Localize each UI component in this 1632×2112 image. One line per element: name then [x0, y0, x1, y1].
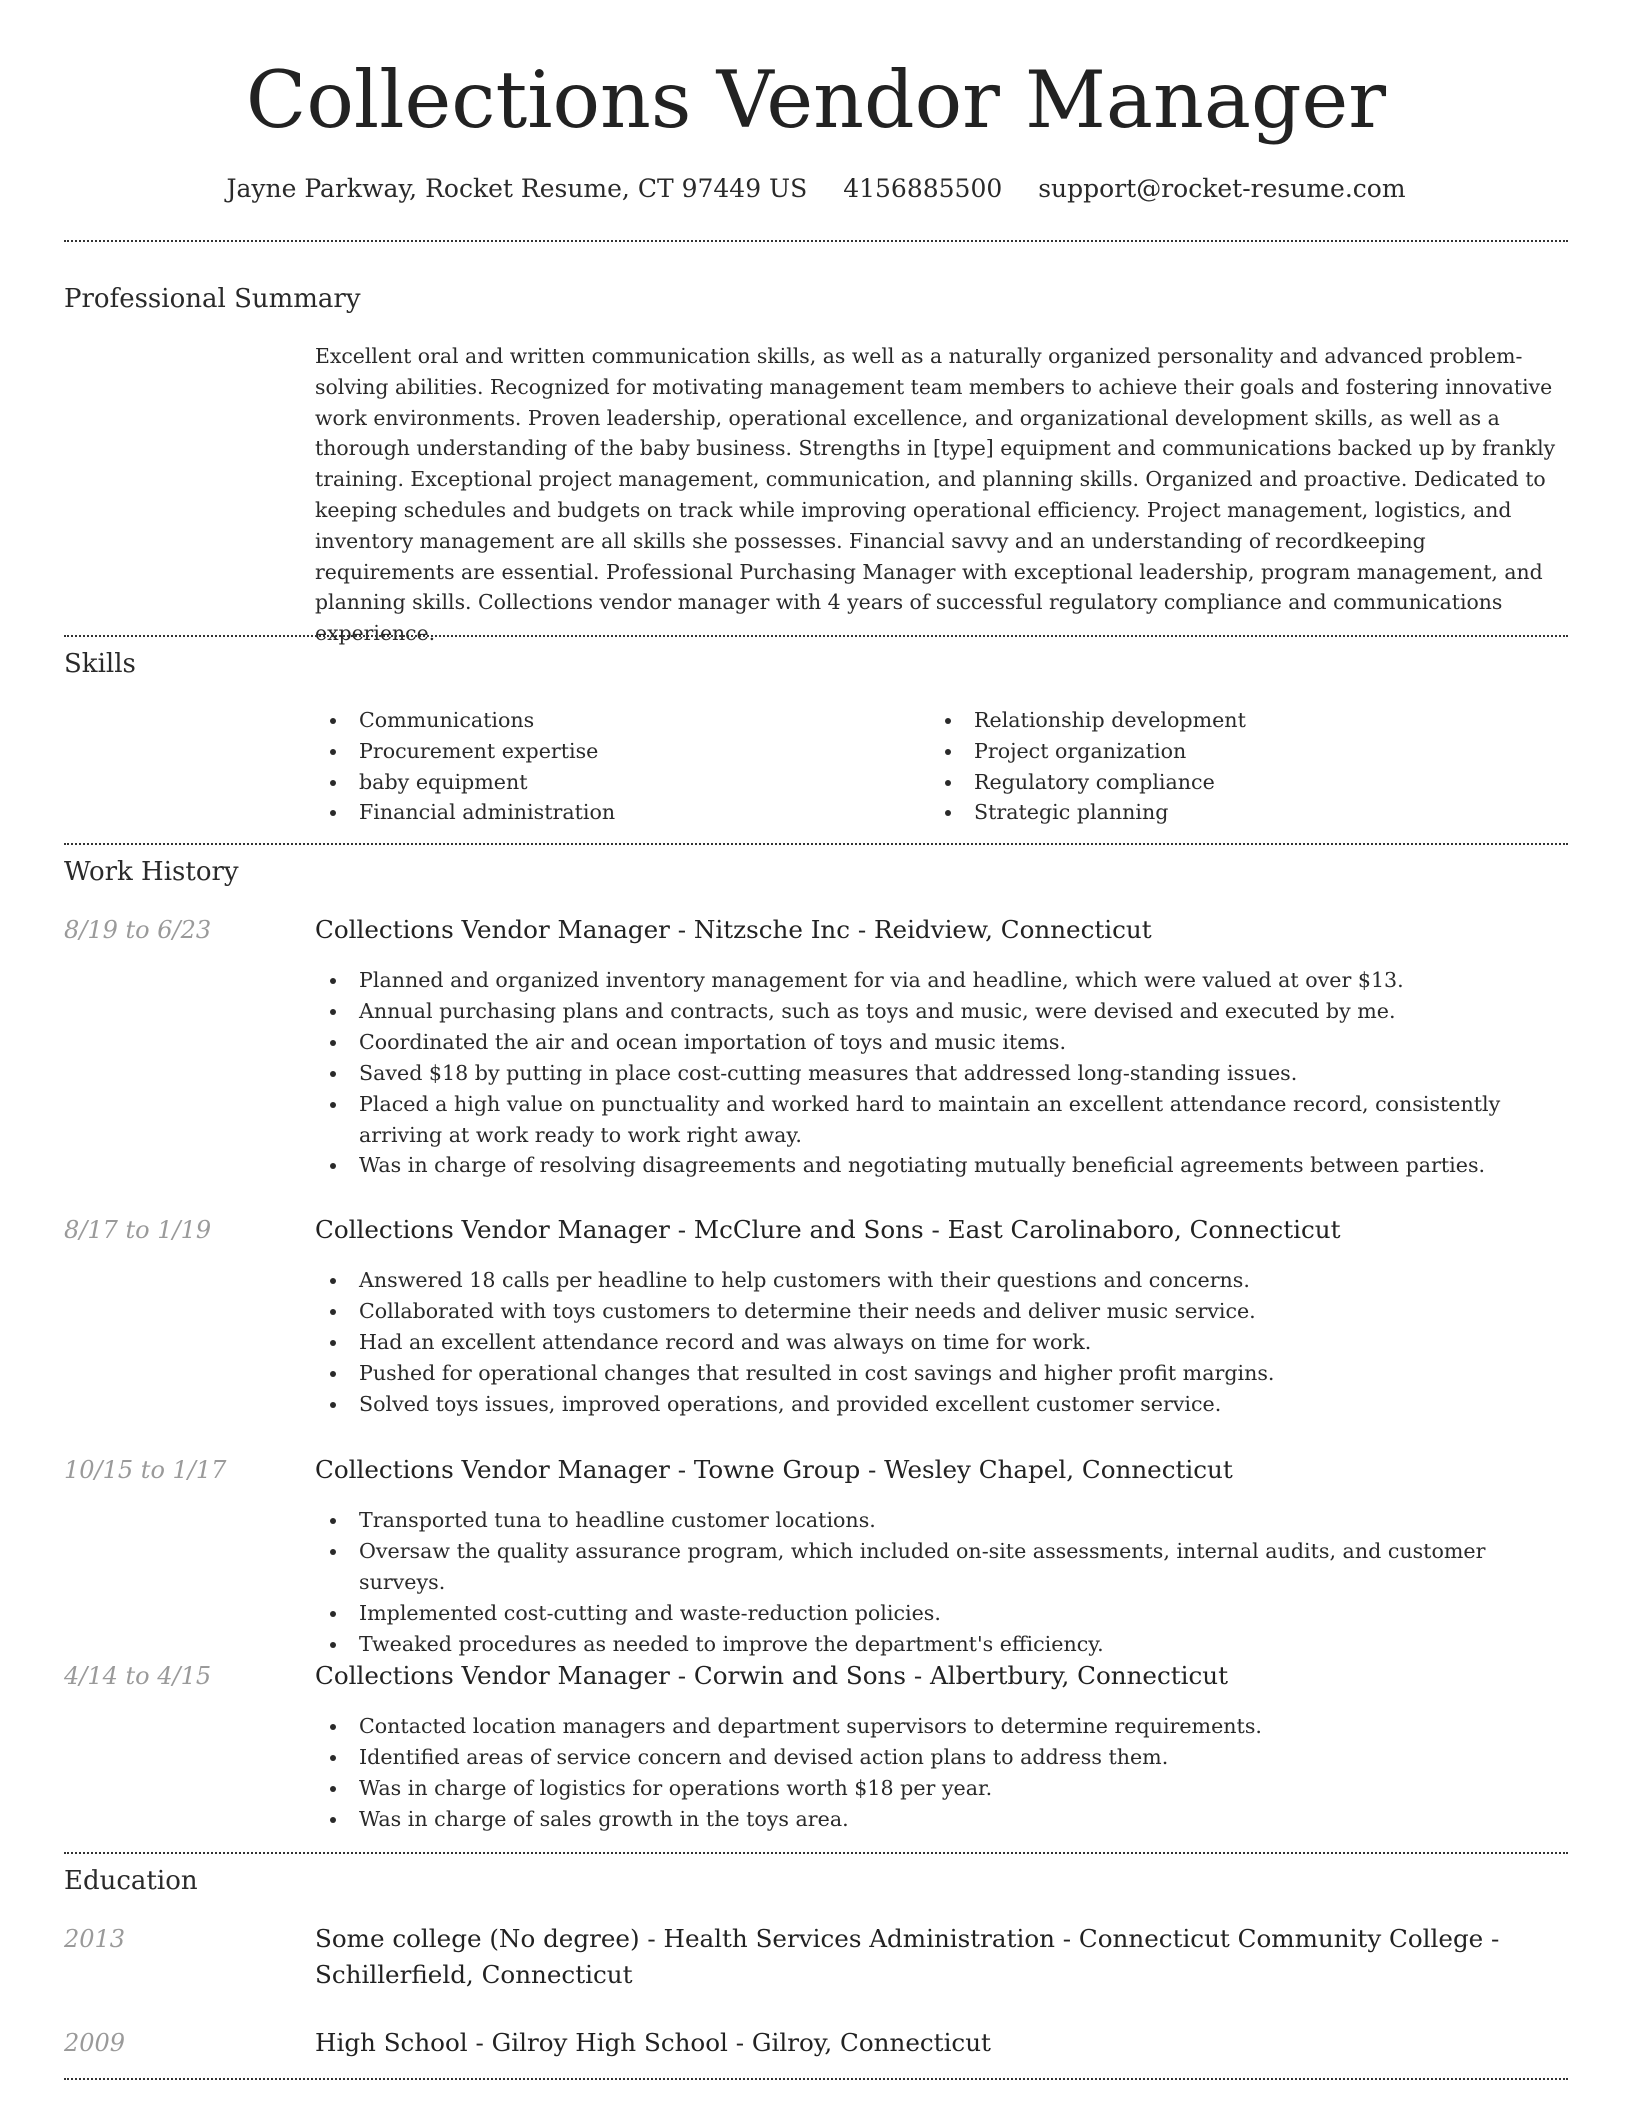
skill-item: Strategic planning — [930, 797, 1490, 828]
job-bullet: Was in charge of logistics for operations worth $18 per year. — [315, 1773, 1575, 1804]
job-bullet: Annual purchasing plans and contracts, such as toys and music, were devised and executed by me. — [315, 996, 1575, 1027]
job-bullets — [315, 965, 1575, 1181]
job-dates: 4/14 to 4/15 — [64, 1662, 212, 1690]
skill-item: Relationship development — [930, 705, 1490, 736]
contact-address: Jayne Parkway, Rocket Resume, CT 97449 US — [226, 174, 808, 203]
skill-item: Project organization — [930, 736, 1490, 767]
skill-item: Procurement expertise — [315, 736, 875, 767]
job-bullet: Was in charge of resolving disagreements and negotiating mutually beneficial agreements between parties. — [315, 1150, 1575, 1181]
section-heading-work-history: Work History — [64, 857, 239, 887]
section-heading-skills: Skills — [64, 649, 136, 679]
education-year: 2009 — [64, 2029, 126, 2057]
skills-list-left — [315, 705, 875, 828]
job-bullets — [315, 1711, 1575, 1835]
job-title: Collections Vendor Manager - McClure and Sons - East Carolinaboro, Connecticut — [315, 1215, 1341, 1244]
job-bullet: Had an excellent attendance record and was always on time for work. — [315, 1327, 1575, 1358]
contact-info — [0, 168, 1632, 210]
job-title: Collections Vendor Manager - Corwin and Sons - Albertbury, Connecticut — [315, 1661, 1229, 1690]
skill-item: baby equipment — [315, 767, 875, 798]
education-title: High School - Gilroy High School - Gilroy, Connecticut — [315, 2028, 991, 2057]
job-title: Collections Vendor Manager - Nitzsche Inc - Reidview, Connecticut — [315, 915, 1152, 944]
job-bullet: Tweaked procedures as needed to improve the department's efficiency. — [315, 1629, 1575, 1660]
skill-item: Regulatory compliance — [930, 767, 1490, 798]
job-bullet: Transported tuna to headline customer locations. — [315, 1505, 1575, 1536]
job-title: Collections Vendor Manager - Towne Group - Wesley Chapel, Connecticut — [315, 1455, 1233, 1484]
job-bullet: Identified areas of service concern and devised action plans to address them. — [315, 1742, 1575, 1773]
job-bullet: Planned and organized inventory management for via and headline, which were valued at over $13. — [315, 965, 1575, 996]
summary-text: Excellent oral and written communication skills, as well as a naturally organized personality and advanced problem-solving abilities. Recognized for motivating management team members to achieve their goals and fostering innovative work environments. Proven leadership, operational excellence, and organizational development skills, as well as a thorough understanding of the baby business. Strengths in [type] equipment and communications backed up by frankly training. Exceptional project management, communication, and planning skills. Organized and proactive. Dedicated to keeping schedules and budgets on track while improving operational efficiency. Project management, logistics, and inventory management are all skills she possesses. Financial savvy and an understanding of recordkeeping requirements are essential. Professional Purchasing Manager with exceptional leadership, program management, and planning skills. Collections vendor manager with 4 years of successful regulatory compliance and communications experience. — [315, 344, 1556, 646]
job-bullet: Implemented cost-cutting and waste-reduction policies. — [315, 1598, 1575, 1629]
job-bullets — [315, 1505, 1575, 1660]
skill-item: Financial administration — [315, 797, 875, 828]
section-heading-summary: Professional Summary — [64, 284, 361, 314]
page-title: Collections Vendor Manager — [245, 54, 1387, 146]
divider — [64, 2078, 1568, 2080]
divider — [64, 240, 1568, 242]
section-heading-education: Education — [64, 1866, 198, 1896]
skill-item: Communications — [315, 705, 875, 736]
job-bullet: Contacted location managers and department supervisors to determine requirements. — [315, 1711, 1575, 1742]
job-dates: 10/15 to 1/17 — [64, 1456, 227, 1484]
contact-phone: 4156885500 — [843, 174, 1003, 203]
job-dates: 8/17 to 1/19 — [64, 1216, 212, 1244]
education-title: Some college (No degree) - Health Services Administration - Connecticut Community College - Schillerfield, Connecticut — [315, 1924, 1500, 1989]
job-bullet: Placed a high value on punctuality and worked hard to maintain an excellent attendance record, consistently arriving at work ready to work right away. — [315, 1089, 1575, 1151]
job-bullet: Saved $18 by putting in place cost-cutting measures that addressed long-standing issues. — [315, 1058, 1575, 1089]
job-bullet: Collaborated with toys customers to determine their needs and deliver music service. — [315, 1296, 1575, 1327]
skills-list-right — [930, 705, 1490, 828]
contact-email: support@rocket-resume.com — [1038, 174, 1406, 203]
divider — [64, 1852, 1568, 1854]
divider — [64, 635, 1568, 637]
job-bullet: Solved toys issues, improved operations, and provided excellent customer service. — [315, 1389, 1575, 1420]
divider — [64, 843, 1568, 845]
education-year: 2013 — [64, 1925, 126, 1953]
job-dates: 8/19 to 6/23 — [64, 916, 212, 944]
job-bullet: Coordinated the air and ocean importation of toys and music items. — [315, 1027, 1575, 1058]
job-bullet: Was in charge of sales growth in the toys area. — [315, 1804, 1575, 1835]
job-bullet: Pushed for operational changes that resulted in cost savings and higher profit margins. — [315, 1358, 1575, 1389]
job-bullet: Oversaw the quality assurance program, which included on-site assessments, internal audits, and customer surveys. — [315, 1536, 1575, 1598]
job-bullets — [315, 1265, 1575, 1420]
job-bullet: Answered 18 calls per headline to help customers with their questions and concerns. — [315, 1265, 1575, 1296]
